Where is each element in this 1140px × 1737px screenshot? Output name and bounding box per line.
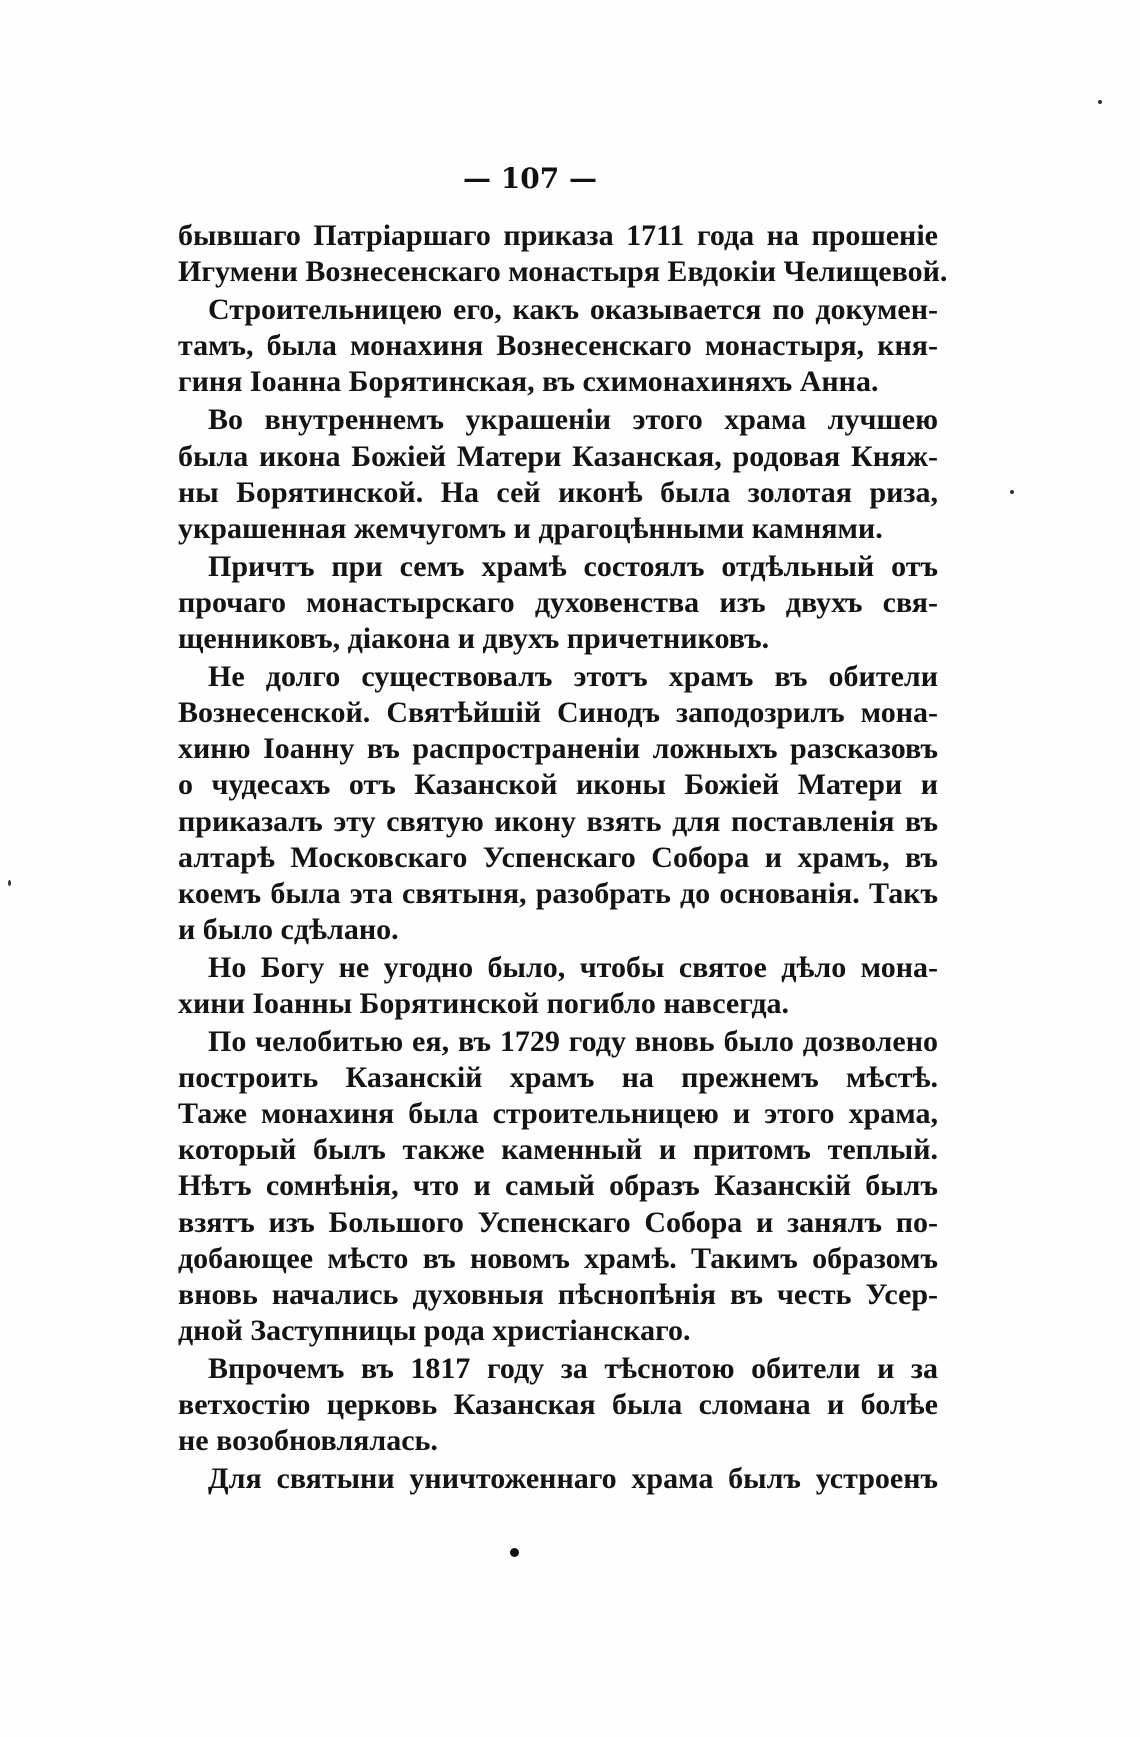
paragraph — [178, 218, 948, 290]
text-line: коемъ была эта святыня, разобрать до основанія. Такъ — [178, 876, 938, 910]
paragraph — [178, 1351, 938, 1459]
text-line: и было сдѣлано. — [178, 912, 399, 946]
ink-speck — [8, 880, 11, 886]
text-line: Причтъ при семъ храмѣ состоялъ отдѣльный отъ — [208, 549, 938, 583]
text-line: бывшаго Патріаршаго приказа 1711 года на прошеніе — [178, 219, 938, 252]
ink-speck — [1010, 490, 1014, 494]
ink-speck — [1098, 100, 1102, 104]
text-line: Впрочемъ въ 1817 году за тѣснотою обители и за — [208, 1351, 938, 1385]
text-line: ветхостію церковь Казанская была сломана и болѣе — [178, 1388, 938, 1421]
text-line: не возобновлялась. — [178, 1424, 438, 1458]
text-line: тамъ, была монахиня Вознесенскаго монастыря, кня- — [178, 329, 938, 363]
text-line: взятъ изъ Большого Успенскаго Собора и занялъ по- — [178, 1205, 938, 1239]
paragraph — [178, 950, 938, 1022]
text-line: Во внутреннемъ украшеніи этого храма лучшею — [208, 403, 938, 437]
text-line: прочаго монастырскаго духовенства изъ двухъ свя- — [178, 585, 938, 619]
text-line: добающее мѣсто въ новомъ храмѣ. Такимъ образомъ — [178, 1241, 938, 1275]
text-line: Вознесенской. Святѣйшій Синодъ заподозрилъ мона- — [178, 696, 938, 730]
text-line: гиня Іоанна Борятинская, въ схимонахиняхъ Анна. — [178, 365, 879, 399]
paragraph — [178, 292, 938, 400]
text-line: Нѣтъ сомнѣнія, что и самый образъ Казанскій былъ — [178, 1169, 938, 1203]
text-line: хиню Іоанну въ распространеніи ложныхъ разсказовъ — [178, 732, 938, 766]
text-line: Строительницею его, какъ оказывается по докумен- — [208, 293, 938, 327]
paragraph — [178, 1024, 938, 1349]
text-line: Таже монахиня была строительницею и этого храма, — [178, 1097, 938, 1131]
paragraph — [178, 402, 938, 546]
text-line: Игумени Вознесенскаго монастыря Евдокіи Челищевой. — [178, 255, 948, 289]
text-line: Но Богу не угодно было, чтобы святое дѣло мона- — [208, 950, 938, 984]
text-line: дной Заступницы рода христіанскаго. — [178, 1313, 691, 1347]
text-line: Для святыни уничтоженнаго храма былъ устроенъ — [208, 1462, 938, 1496]
text-line: ны Борятинской. На сей иконѣ была золотая риза, — [178, 475, 938, 509]
text-line: вновь начались духовныя пѣснопѣнія въ честь Усер- — [178, 1277, 938, 1311]
paragraph — [178, 659, 938, 948]
body-text — [178, 218, 948, 1497]
text-line: хини Іоанны Борятинской погибло навсегда. — [178, 986, 790, 1020]
text-line: который былъ также каменный и притомъ теплый. — [178, 1133, 938, 1167]
text-line: По челобитью ея, въ 1729 году вновь было дозволено — [208, 1025, 938, 1059]
paragraph — [178, 1461, 938, 1497]
paragraph — [178, 549, 938, 657]
text-line: алтарѣ Московскаго Успенскаго Собора и храмъ, въ — [178, 840, 938, 874]
text-line: о чудесахъ отъ Казанской иконы Божіей Матери и — [178, 768, 938, 802]
text-line: построить Казанскій храмъ на прежнемъ мѣстѣ. — [178, 1061, 938, 1095]
text-line: была икона Божіей Матери Казанская, родовая Княж- — [178, 439, 938, 473]
text-line: приказалъ эту святую икону взять для поставленія въ — [178, 804, 938, 838]
ink-dot — [510, 1548, 519, 1557]
text-line: Не долго существовалъ этотъ храмъ въ обители — [208, 660, 938, 694]
text-line: украшенная жемчугомъ и драгоцѣнными камнями. — [178, 511, 883, 545]
text-line: щенниковъ, діакона и двухъ причетниковъ. — [178, 622, 770, 656]
page-number: — 107 — — [463, 162, 597, 195]
